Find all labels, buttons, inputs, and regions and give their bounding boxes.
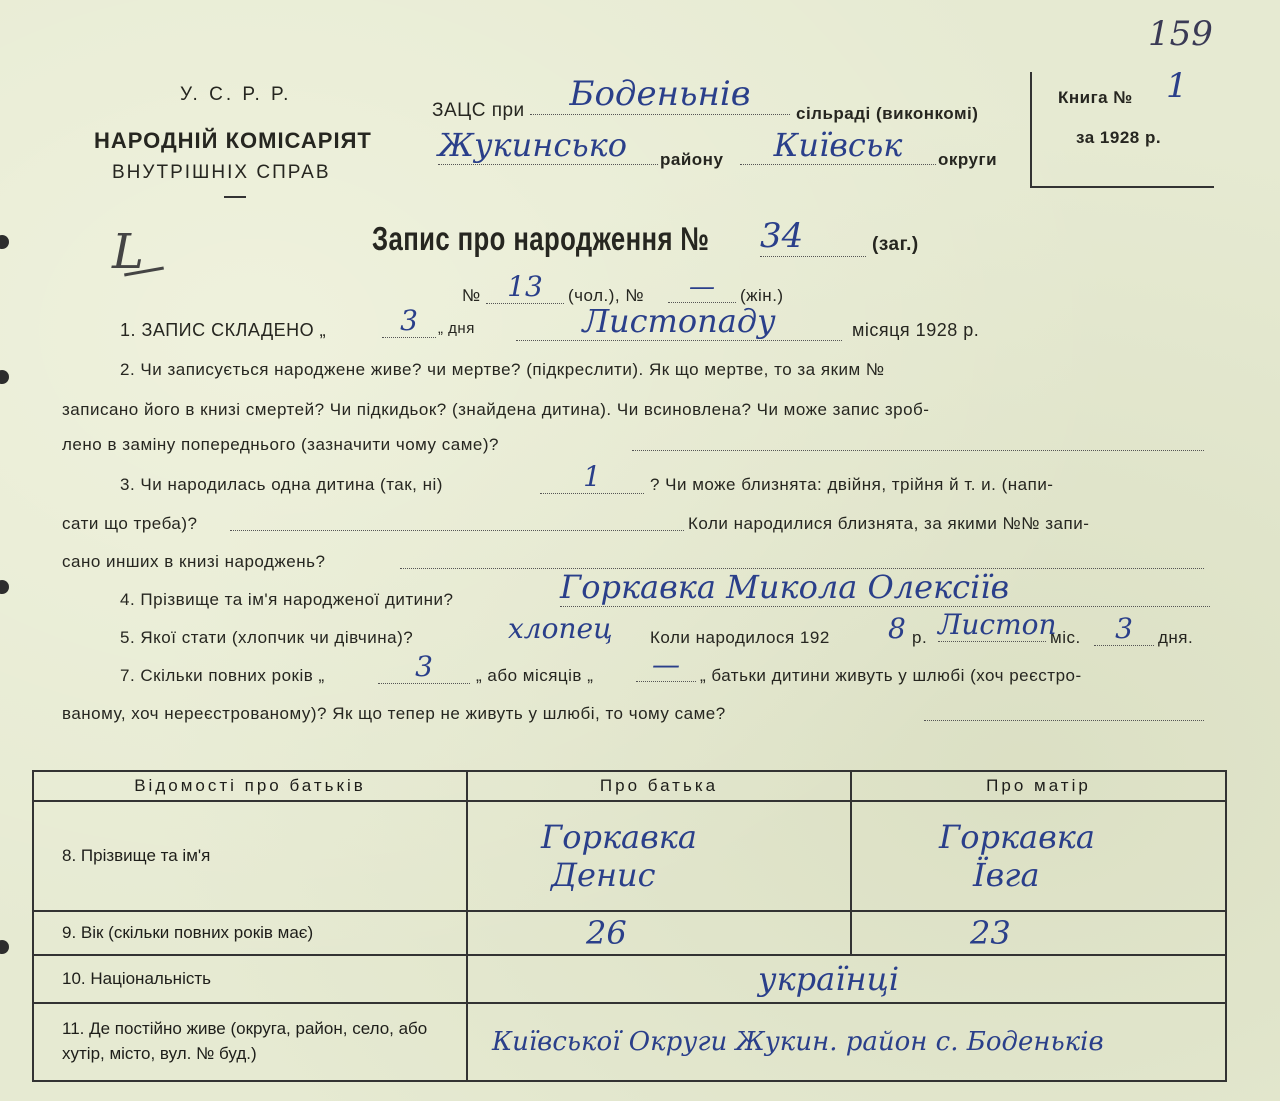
- zags-village: Боденьнів: [530, 74, 790, 115]
- q1-month-label: місяця 1928 р.: [852, 320, 980, 340]
- row-label-residence: 11. Де постійно живе (округа, район, село, або хутір, місто, вул. № буд.): [33, 1003, 467, 1081]
- ministry-line2: ВНУТРІШНІХ СПРАВ: [112, 162, 331, 183]
- q7-label: 7. Скільки повних років „: [120, 666, 325, 685]
- residence-value: Київської Округи Жукин. район с. Боденьків: [467, 1003, 1226, 1081]
- parents-table: [32, 770, 1227, 1082]
- q3-line3: сано инших в книзі народжень?: [62, 552, 326, 571]
- female-number: —: [668, 272, 736, 303]
- year-label: за 1928 р.: [1076, 128, 1162, 147]
- male-label: (чол.), №: [568, 286, 645, 305]
- book-number: 1: [1166, 66, 1188, 106]
- ministry-line1: НАРОДНІЙ КОМІСАРІЯТ: [94, 128, 372, 153]
- district-value: Жукинсько: [438, 126, 658, 165]
- record-suffix: (заг.): [872, 234, 919, 255]
- q4-value: Горкавка Микола Олексіїв: [560, 568, 1210, 607]
- q3-line1a: 3. Чи народилась одна дитина (так, ні): [120, 475, 443, 494]
- q3-line2b: Коли народилися близнята, за якими №№ запи-: [688, 514, 1090, 533]
- q2-line2: записано його в книзі смертей? Чи підкидьок? (знайдена дитина). Чи всиновлена? Чи може запис зроб-: [62, 400, 930, 419]
- book-label: Книга №: [1058, 88, 1133, 107]
- district-label: району: [660, 150, 724, 169]
- q7-blank: [924, 720, 1204, 721]
- q3-line1b: ? Чи може близнята: двійня, трійня й т. и. (напи-: [650, 475, 1054, 494]
- mother-surname: Горкавка: [939, 818, 1095, 856]
- corner-mark: L: [112, 224, 144, 280]
- table-row: [33, 955, 1226, 1003]
- q5-born-label: Коли народилося 192: [650, 628, 830, 647]
- punch-hole: [0, 580, 9, 594]
- father-name-cell: [467, 801, 851, 911]
- punch-hole: [0, 940, 9, 954]
- mother-name-cell: [851, 801, 1226, 911]
- record-title: Запис про народження №: [372, 220, 710, 257]
- row-label-nationality: 10. Національність: [33, 955, 467, 1003]
- q7-months-label: „ або місяців „: [476, 666, 594, 685]
- q5-label: 5. Якої стати (хлопчик чи дівчина)?: [120, 628, 414, 647]
- col-header-info: Відомості про батьків: [33, 771, 467, 801]
- father-age: 26: [467, 911, 851, 955]
- q1-month: Листопаду: [516, 302, 842, 341]
- subnum-prefix: №: [462, 286, 481, 305]
- q5-day: 3: [1094, 612, 1154, 646]
- okrug-value: Київськ: [740, 126, 936, 165]
- divider: [224, 196, 246, 198]
- q2-line1: 2. Чи записується народжене живе? чи мертве? (підкреслити). Як що мертве, то за яким №: [120, 360, 885, 379]
- q2-blank: [632, 450, 1204, 451]
- table-header-row: [33, 771, 1226, 801]
- council-label: сільраді (виконкомі): [796, 104, 979, 123]
- zags-label: ЗАЦС при: [432, 100, 525, 121]
- row-label-age: 9. Вік (скільки повних років має): [33, 911, 467, 955]
- q7-months: —: [636, 648, 696, 682]
- q5-month: Листоп: [938, 608, 1057, 641]
- male-number: 13: [486, 270, 564, 304]
- q5-mis-label: міс.: [1050, 628, 1081, 647]
- q5-r-label: р.: [912, 628, 928, 647]
- table-row: [33, 1003, 1226, 1081]
- q1-day-label: „ дня: [438, 320, 475, 337]
- table-row: [33, 911, 1226, 955]
- q4-label: 4. Прізвище та ім'я народженої дитини?: [120, 590, 454, 609]
- punch-hole: [0, 370, 9, 384]
- q5-sex: хлопец: [508, 612, 613, 645]
- father-firstname: Денис: [551, 856, 656, 894]
- q1-label: 1. ЗАПИС СКЛАДЕНО „: [120, 320, 327, 340]
- q3-blank: [230, 530, 684, 531]
- q5-year-digit: 8: [888, 612, 906, 645]
- republic-label: У. С. Р. Р.: [180, 84, 292, 105]
- mother-firstname: Ївга: [973, 856, 1040, 894]
- mother-age: 23: [851, 911, 1226, 955]
- q5-day-label: дня.: [1158, 628, 1194, 647]
- record-number: 34: [760, 216, 866, 257]
- punch-hole: [0, 235, 9, 249]
- okrug-label: округи: [938, 150, 998, 169]
- col-header-father: Про батька: [467, 771, 851, 801]
- nationality-value: українці: [467, 955, 1226, 1003]
- q7-line2: ваному, хоч нереєстрованому)? Як що тепер не живуть у шлюбі, то чому саме?: [62, 704, 726, 723]
- father-surname: Горкавка: [541, 818, 697, 856]
- q1-day: 3: [382, 304, 436, 338]
- q3-line2a: сати що треба)?: [62, 514, 198, 533]
- table-row: [33, 801, 1226, 911]
- female-label: (жін.): [740, 286, 784, 305]
- q2-line3: лено в заміну попереднього (зазначити чому саме)?: [62, 435, 499, 454]
- row-label-name: 8. Прізвище та ім'я: [33, 801, 467, 911]
- q7-line1-rest: „ батьки дитини живуть у шлюбі (хоч реєстро-: [700, 666, 1082, 685]
- q3-answer: 1: [540, 460, 644, 494]
- page-number: 159: [1148, 14, 1213, 54]
- q7-years: 3: [378, 650, 470, 684]
- col-header-mother: Про матір: [851, 771, 1226, 801]
